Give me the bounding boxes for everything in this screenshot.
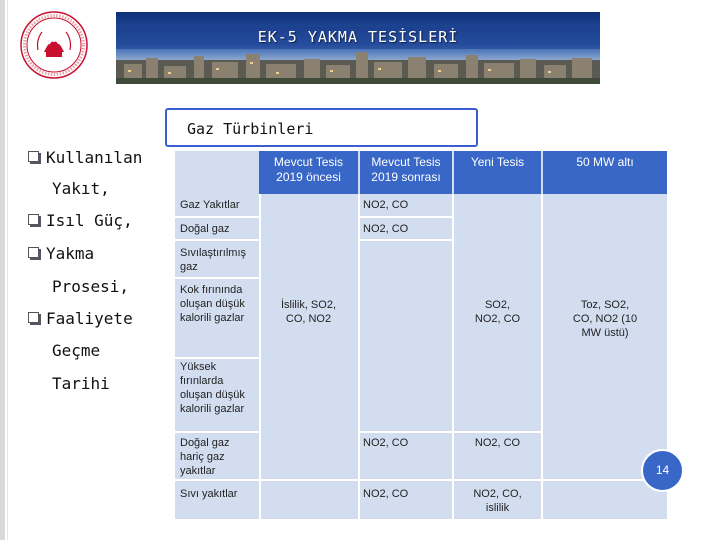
bullet-continuation: Tarihi <box>52 374 110 393</box>
row-label-other-gas <box>180 436 230 478</box>
checkbox-bullet-icon <box>28 247 39 258</box>
bullet-item <box>28 244 94 263</box>
value-before-merged <box>259 298 358 326</box>
cell-line: SO2, <box>484 299 511 311</box>
value-other-gas-after: NO2, CO <box>363 437 409 449</box>
row-label-liquid-fuels: Sıvı yakıtlar <box>180 488 238 500</box>
row-label-natural-gas: Doğal gaz <box>180 223 230 235</box>
cell-line: islilik <box>485 502 510 514</box>
row-divider <box>454 431 541 433</box>
emission-table <box>175 151 667 519</box>
cell-line: İslilik, SO2, <box>280 299 336 311</box>
bullet-item <box>28 148 142 167</box>
cell-line: hariç gaz <box>180 451 225 463</box>
column-divider <box>452 194 454 519</box>
row-label-lng <box>180 246 246 274</box>
row-label-blast-furnace <box>180 360 245 416</box>
cell-line: kalorili gazlar <box>180 403 245 415</box>
value-gas-after: NO2, CO <box>363 199 409 211</box>
value-liquid-new <box>454 487 541 515</box>
row-divider <box>175 357 259 359</box>
bullet-item <box>28 211 133 230</box>
row-divider <box>175 277 259 279</box>
bullet-continuation: Geçme <box>52 341 101 360</box>
row-divider <box>358 239 452 241</box>
bullet-text: Isıl Güç, <box>46 211 133 230</box>
banner-title: EK-5 YAKMA TESİSLERİ <box>257 28 459 46</box>
header-existing-before <box>259 151 358 194</box>
cell-line: oluşan düşük <box>180 389 245 401</box>
bullet-continuation: Yakıt, <box>52 179 110 198</box>
row-divider <box>175 216 259 218</box>
row-divider <box>358 431 452 433</box>
value-new-merged <box>454 298 541 326</box>
cell-line: CO, NO2 (10 <box>572 313 638 325</box>
cell-line: kalorili gazlar <box>180 312 245 324</box>
city-skyline-image <box>116 50 600 84</box>
column-divider <box>358 194 360 519</box>
header-text: 50 MW altı <box>576 155 634 169</box>
cell-line: NO2, CO, <box>473 488 522 500</box>
row-divider <box>175 479 259 481</box>
value-natural-gas-after: NO2, CO <box>363 223 409 235</box>
cell-line: Kok fırınında <box>180 284 243 296</box>
left-edge-rule <box>0 0 5 540</box>
checkbox-bullet-icon <box>28 312 39 323</box>
row-divider <box>175 239 259 241</box>
header-text: Mevcut Tesis <box>371 155 441 169</box>
row-label-coke-oven <box>180 283 245 325</box>
header-text: 2019 sonrası <box>371 170 441 184</box>
row-divider <box>358 216 452 218</box>
value-other-gas-new: NO2, CO <box>474 437 521 449</box>
cell-line: Toz, SO2, <box>580 299 630 311</box>
title-banner <box>116 12 600 84</box>
header-text: Mevcut Tesis <box>273 155 344 169</box>
cell-line: MW üstü) <box>581 327 629 339</box>
cell-line: CO, NO2 <box>285 313 332 325</box>
page-number-badge: 14 <box>641 449 684 492</box>
checkbox-bullet-icon <box>28 214 39 225</box>
header-text: Yeni Tesis <box>470 155 525 169</box>
cell-line: Doğal gaz <box>180 437 230 449</box>
column-divider <box>259 194 261 519</box>
bullet-text: Faaliyete <box>46 309 133 328</box>
bullet-continuation: Prosesi, <box>52 277 130 296</box>
column-divider <box>541 194 543 519</box>
bullet-item <box>28 309 133 328</box>
value-liquid-after: NO2, CO <box>363 488 409 500</box>
bullet-text: Yakma <box>46 244 95 263</box>
checkbox-bullet-icon <box>28 151 39 162</box>
cell-line: yakıtlar <box>180 465 216 477</box>
row-divider <box>260 479 667 481</box>
header-text: 2019 öncesi <box>276 170 341 184</box>
header-existing-after <box>360 151 452 194</box>
cell-line: fırınlarda <box>180 375 224 387</box>
cell-line: oluşan düşük <box>180 298 245 310</box>
cell-line: Sıvılaştırılmış <box>180 247 247 259</box>
ministry-emblem-icon <box>8 10 108 80</box>
cell-line: NO2, CO <box>474 313 521 325</box>
subtitle-box <box>165 108 478 147</box>
header-new-facility <box>454 151 541 194</box>
header-under-50mw <box>543 151 667 194</box>
row-divider <box>175 431 259 433</box>
cell-line: gaz <box>180 261 198 273</box>
cell-line: Yüksek <box>180 361 217 373</box>
value-under-50mw-merged <box>543 298 667 340</box>
row-label-gas-fuels: Gaz Yakıtlar <box>180 199 240 211</box>
left-edge-rule-thin <box>7 0 8 540</box>
bullet-text: Kullanılan <box>46 148 143 167</box>
subtitle-text: Gaz Türbinleri <box>187 120 314 138</box>
